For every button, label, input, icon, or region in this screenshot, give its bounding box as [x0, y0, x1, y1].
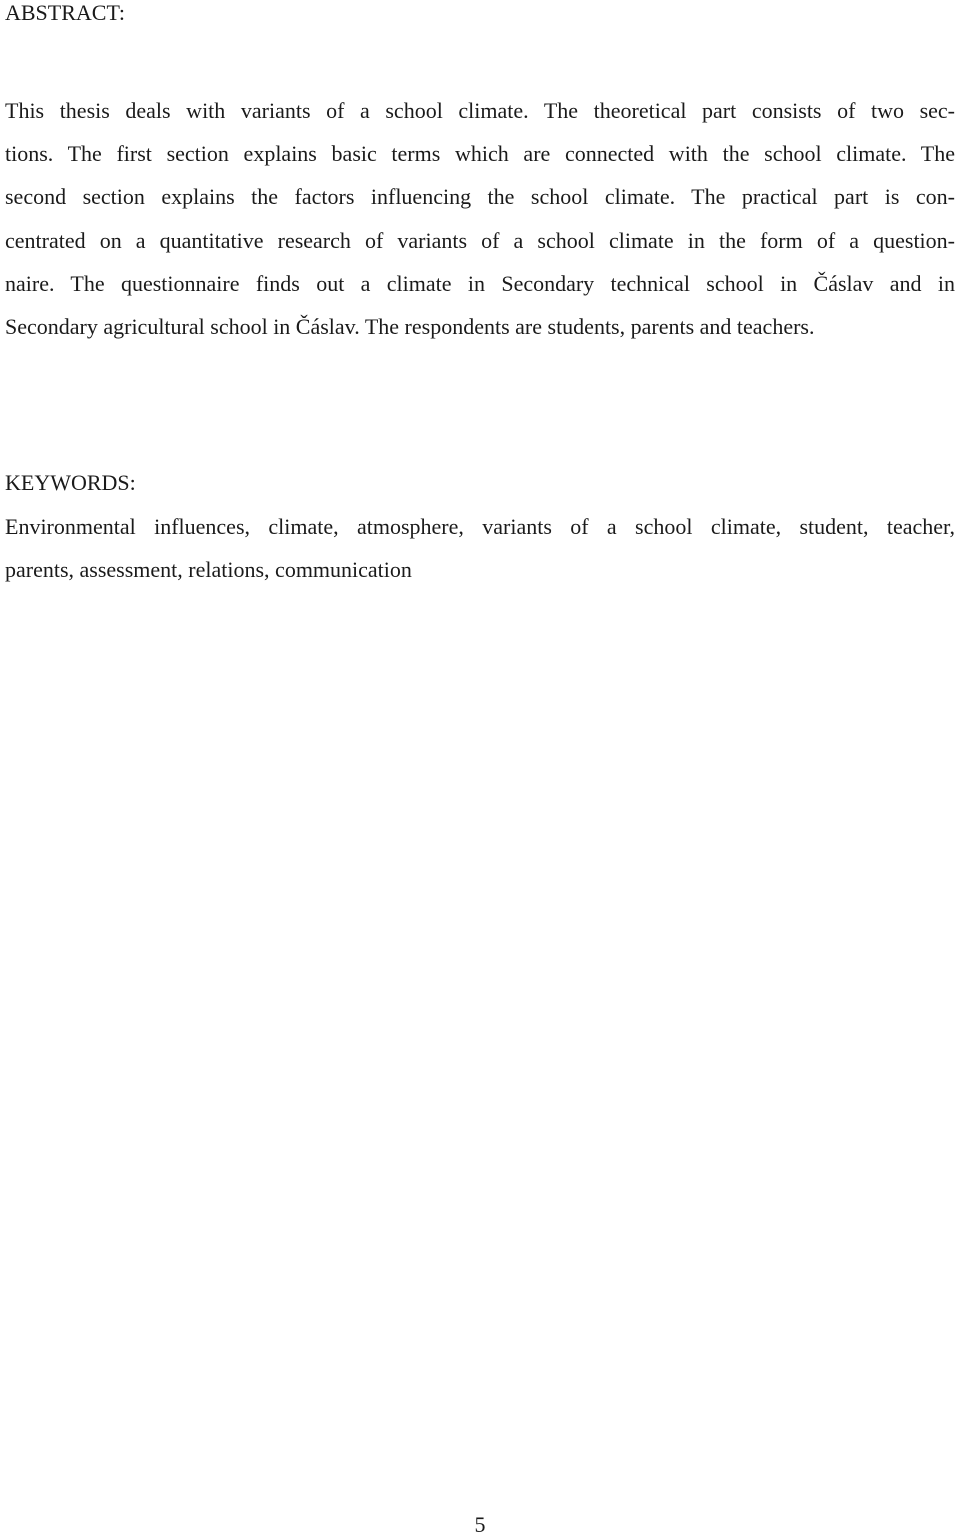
abstract-line: centrated on a quantitative research of variants of a school climate in the form of a question- [5, 228, 955, 253]
keywords-line: Environmental influences, climate, atmosphere, variants of a school climate, student, teacher, [5, 514, 955, 539]
abstract-heading: ABSTRACT: [5, 0, 125, 25]
abstract-line: naire. The questionnaire finds out a climate in Secondary technical school in Čáslav and in [5, 271, 955, 296]
abstract-line: This thesis deals with variants of a school climate. The theoretical part consists of two sec- [5, 98, 955, 123]
abstract-line: Secondary agricultural school in Čáslav. The respondents are students, parents and teachers. [5, 314, 815, 339]
page-number: 5 [474, 1512, 486, 1537]
keywords-heading: KEYWORDS: [5, 470, 136, 495]
abstract-line: second section explains the factors influencing the school climate. The practical part is con- [5, 184, 955, 209]
abstract-line: tions. The first section explains basic terms which are connected with the school climate. The [5, 141, 955, 166]
keywords-line: parents, assessment, relations, communication [5, 557, 412, 582]
